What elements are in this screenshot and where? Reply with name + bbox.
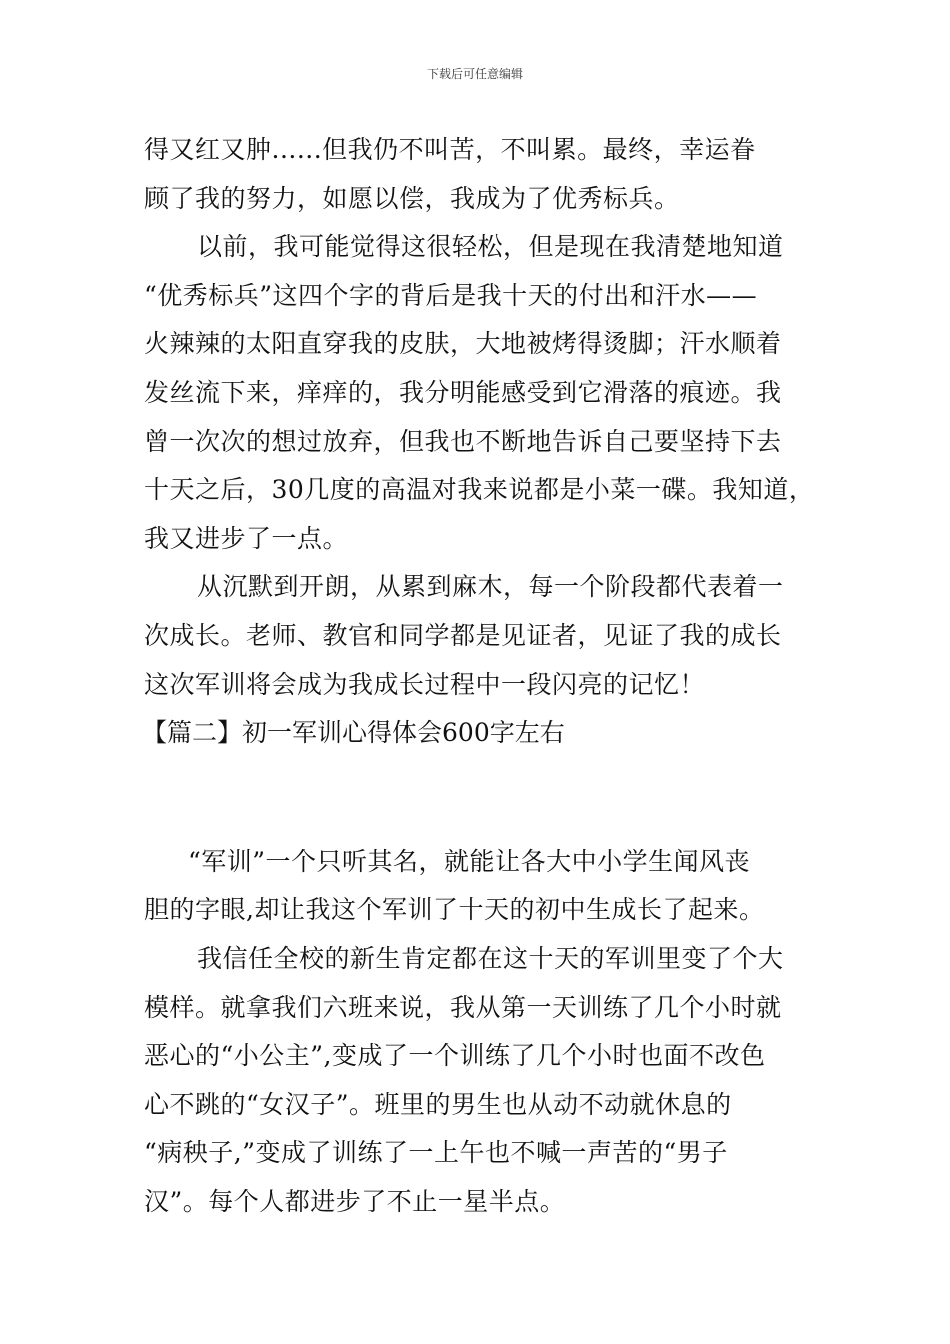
- text-line: 得又红又肿......但我仍不叫苦，不叫累。最终，幸运眷: [144, 135, 756, 164]
- text-line: 顾了我的努力，如愿以偿，我成为了优秀标兵。: [144, 183, 680, 213]
- paragraph-4: [144, 838, 824, 935]
- text-line: “优秀标兵”这四个字的背后是我十天的付出和汗水——: [144, 280, 758, 310]
- text-line: 胆的字眼,却让我这个军训了十天的初中生成长了起来。: [144, 895, 765, 925]
- paragraph-1: [144, 126, 824, 223]
- text-line: 心不跳的“女汉子”。班里的男生也从动不动就休息的: [144, 1089, 732, 1119]
- text-line: 我又进步了一点。: [144, 523, 349, 553]
- document-body: [144, 126, 824, 1226]
- text-line: 次成长。老师、教官和同学都是见证者，见证了我的成长: [144, 620, 782, 650]
- text-line: 发丝流下来，痒痒的，我分明能感受到它滑落的痕迹。我: [144, 377, 782, 407]
- text-line: 模样。就拿我们六班来说，我从第一天训练了几个小时就: [144, 992, 782, 1022]
- text-line: 汉”。每个人都进步了不止一星半点。: [144, 1186, 566, 1216]
- section-heading: 【篇二】初一军训心得体会600字左右: [142, 718, 565, 748]
- text-line: 恶心的“小公主”,变成了一个训练了几个小时也面不改色: [144, 1041, 766, 1071]
- text-line: 这次军训将会成为我成长过程中一段闪亮的记忆！: [144, 669, 706, 699]
- text-line: 曾一次次的想过放弃，但我也不断地告诉自己要坚持下去: [144, 426, 782, 456]
- page-header-note: 下载后可任意编辑: [426, 67, 523, 81]
- text-line: “病秧子,”变成了训练了一上午也不喊一声苦的“男子: [144, 1138, 728, 1168]
- text-line: 火辣辣的太阳直穿我的皮肤，大地被烤得烫脚；汗水顺着: [144, 329, 782, 359]
- text-line: 我信任全校的新生肯定都在这十天的军训里变了个大: [197, 943, 784, 973]
- text-line: 从沉默到开朗，从累到麻木，每一个阶段都代表着一: [197, 572, 784, 602]
- section-spacer: [144, 758, 824, 838]
- paragraph-2: [144, 223, 824, 563]
- paragraph-3: [144, 563, 824, 709]
- text-line: “军训”一个只听其名，就能让各大中小学生闻风丧: [188, 846, 751, 876]
- text-line: 十天之后，30几度的高温对我来说都是小菜一碟。我知道，: [144, 475, 815, 505]
- paragraph-5: [144, 935, 824, 1227]
- text-line: 以前，我可能觉得这很轻松，但是现在我清楚地知道: [197, 232, 784, 262]
